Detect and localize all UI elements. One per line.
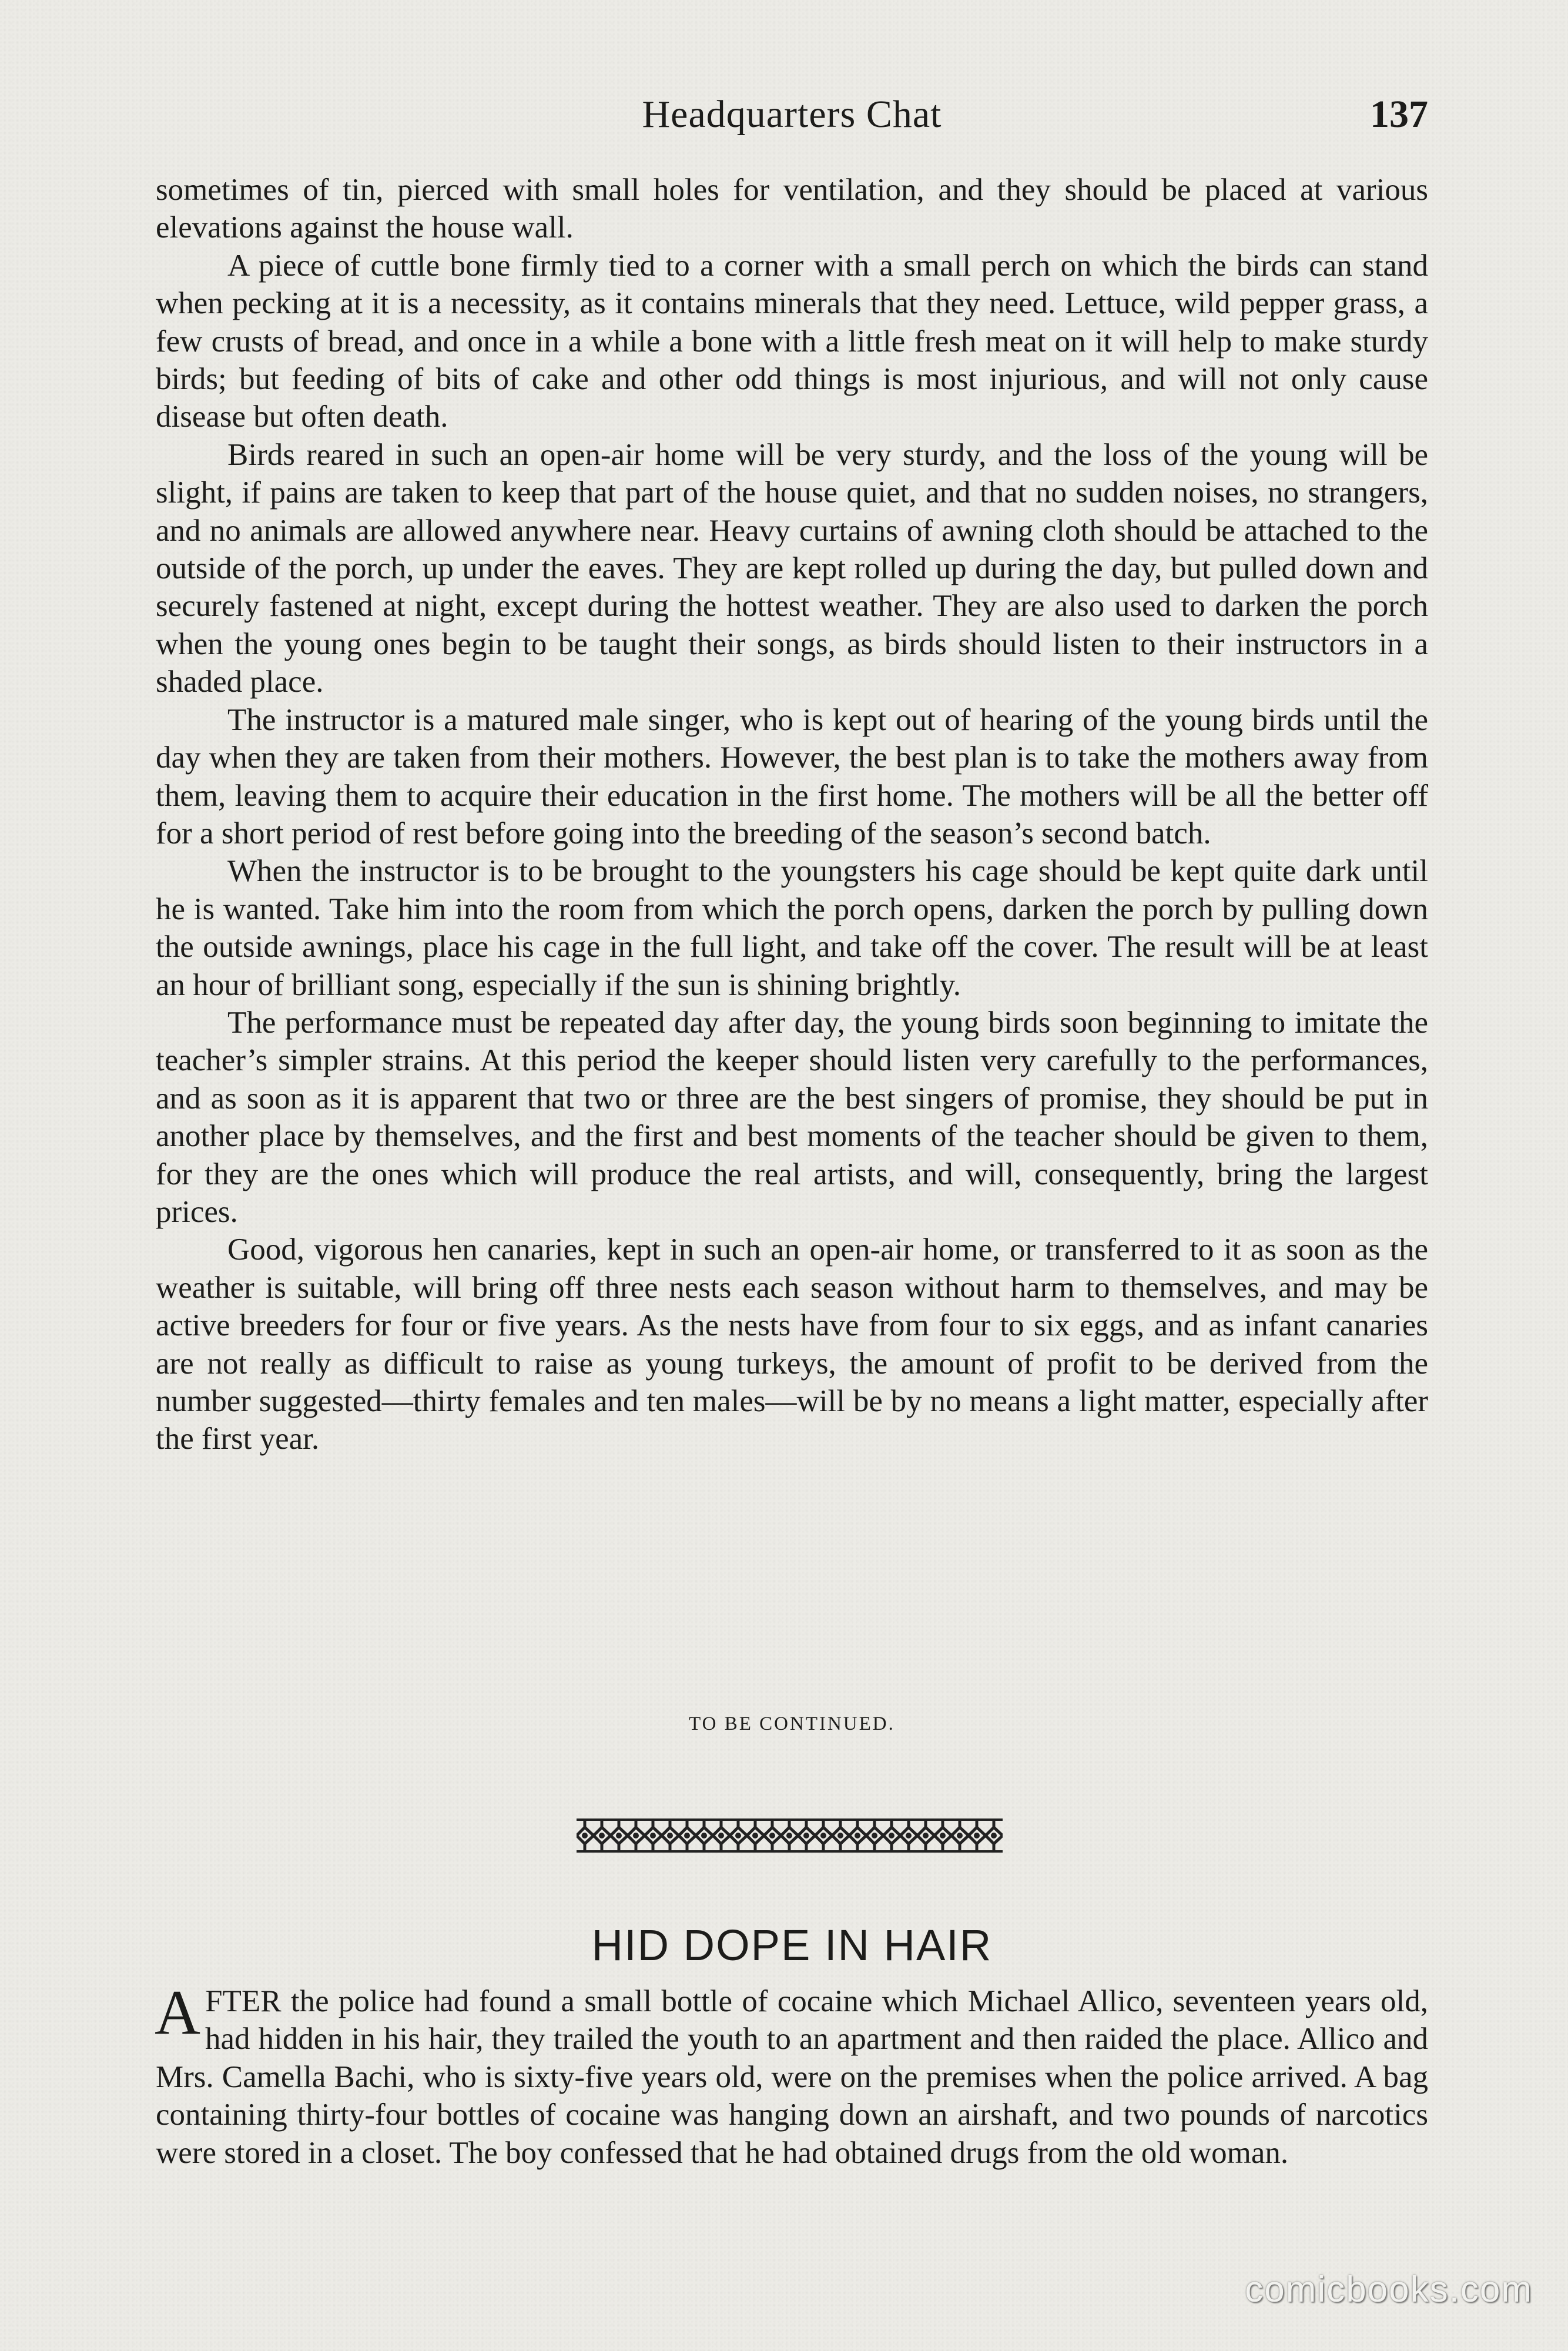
paragraph: When the instructor is to be brought to the youngsters his cage should be kept quite dark until he is wanted. Take him into the room from which the porch opens, darken the porch by pulling down the outside awnings, place his cage in the full light, and take off the cover. The result will be at least an hour of brilliant song, especially if the sun is shining brightly. bbox=[156, 854, 1428, 1002]
running-head bbox=[156, 88, 1428, 141]
paragraph: The performance must be repeated day after day, the young birds soon beginning to imitate the teacher’s simpler strains. At this period the keeper should listen very carefully to the performances, and as soon as it is apparent that two or three are the best singers of promise, they should be put in another place by themselves, and the first and best moments of the teacher should be given to them, for they are the ones which will produce the real artists, and will, consequently, bring the largest prices. bbox=[156, 1005, 1428, 1229]
drop-cap: A bbox=[155, 1978, 200, 2048]
paragraph bbox=[155, 1978, 1428, 2172]
article-dope-body bbox=[155, 1978, 1428, 2172]
paragraph: sometimes of tin, pierced with small holes for ventilation, and they should be placed at various elevations against the house wall. bbox=[156, 173, 1428, 245]
paragraph-text: FTER the police had found a small bottle of cocaine which Michael Allico, seventeen years old, had hidden in his hair, they trailed the youth to an apartment and then raided the place. Allico and Mrs. Camella Bachi, who is sixty-five years old, were on the premises when the police arrived. A bag containing thirty-four bottles of cocaine was hanging down an airshaft, and two pounds of narcotics were stored in a closet. The boy confessed that he had obtained drugs from the old woman. bbox=[156, 1984, 1428, 2170]
to-be-continued-note: TO BE CONTINUED. bbox=[689, 1713, 895, 1734]
paragraph: Good, vigorous hen canaries, kept in such an open-air home, or transferred to it as soon as the weather is suitable, will bring off three nests each season without harm to themselves, and may be active breeders for four or five years. As the nests have from four to six eggs, and as infant canaries are not really as difficult to raise as young turkeys, the amount of profit to be derived from the number suggested—thirty females and ten males—will be by no means a light matter, especially after the first year. bbox=[156, 1233, 1428, 1456]
page-number: 137 bbox=[1370, 93, 1428, 136]
ornamental-divider bbox=[577, 1815, 1003, 1856]
paragraph: Birds reared in such an open-air home will be very sturdy, and the loss of the young will be slight, if pains are taken to keep that part of the house quiet, and that no sudden noises, no strangers, and no animals are allowed anywhere near. Heavy curtains of awning cloth should be attached to the outside of the porch, up under the eaves. They are kept rolled up during the day, but pulled down and securely fastened at night, except during the hottest weather. They are also used to darken the porch when the young ones begin to be taught their songs, as birds should listen to their instructors in a shaded place. bbox=[156, 437, 1428, 699]
article-canaries-body bbox=[156, 171, 1428, 1458]
paragraph: The instructor is a matured male singer, who is kept out of hearing of the young birds until the day when they are taken from their mothers. However, the best plan is to take the mothers away from them, leaving them to acquire their education in the first home. The mothers will be all the better off for a short period of rest before going into the breeding of the season’s second batch. bbox=[156, 702, 1428, 850]
paragraph: A piece of cuttle bone firmly tied to a corner with a small perch on which the birds can stand when pecking at it is a necessity, as it contains minerals that they need. Lettuce, wild pepper grass, a few crusts of bread, and once in a while a bone with a little fresh meat on it will help to make sturdy birds; but feeding of bits of cake and other odd things is most injurious, and will not only cause disease but often death. bbox=[156, 248, 1428, 434]
running-title: Headquarters Chat bbox=[642, 93, 942, 136]
article-title: HID DOPE IN HAIR bbox=[591, 1921, 993, 1970]
site-watermark: comicbooks.com bbox=[1245, 2269, 1533, 2310]
